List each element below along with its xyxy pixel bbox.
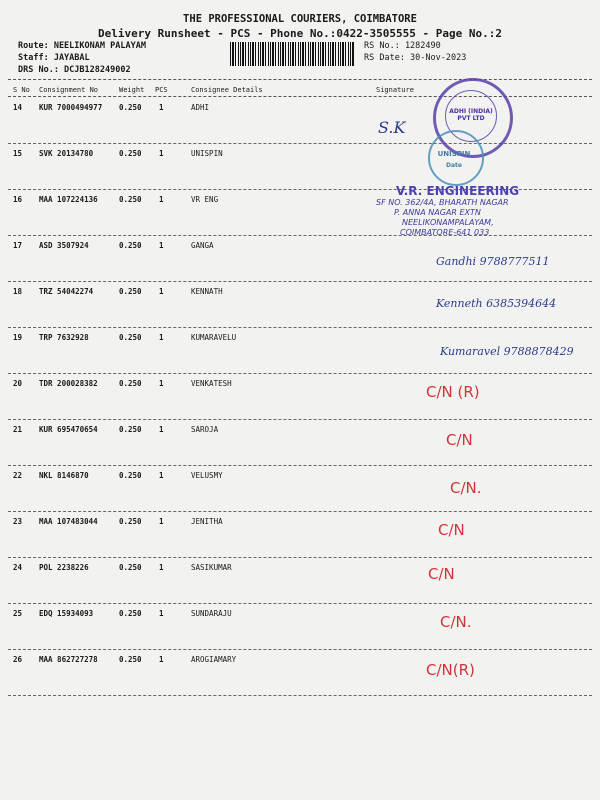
column-header-weight: Weight	[119, 86, 145, 94]
second-seal	[428, 130, 484, 186]
cell-weight: 0.250	[119, 149, 142, 158]
cell-pcs: 1	[159, 471, 164, 480]
row-separator	[8, 649, 592, 650]
cell-weight: 0.250	[119, 471, 142, 480]
cell-pcs: 1	[159, 655, 164, 664]
table-row	[0, 655, 600, 701]
signature-mark: C/N(R)	[426, 661, 475, 679]
cell-consignee: SAROJA	[191, 425, 219, 434]
cell-consignment: TDR 200028382	[39, 379, 98, 388]
cell-consignment: EDQ 15934093	[39, 609, 94, 618]
cell-weight: 0.250	[119, 195, 142, 204]
row-separator	[8, 373, 592, 374]
stamp-company-name: V.R. ENGINEERING	[396, 184, 520, 198]
cell-sno: 21	[13, 425, 23, 434]
stamp-address	[376, 198, 509, 238]
signature-mark: Kumaravel 9788878429	[440, 345, 574, 358]
table-row	[0, 241, 600, 287]
row-separator	[8, 143, 592, 144]
table-row	[0, 379, 600, 425]
signature-mark: C/N	[446, 431, 473, 449]
row-separator	[8, 465, 592, 466]
cell-consignee: KUMARAVELU	[191, 333, 237, 342]
signature-mark: C/N	[438, 521, 465, 539]
table-row	[0, 425, 600, 471]
row-separator	[8, 327, 592, 328]
column-header-consignment: Consignment No	[39, 86, 99, 94]
stamp-address-line1: SF NO. 362/4A, BHARATH NAGAR	[376, 198, 509, 207]
barcode	[230, 42, 355, 66]
cell-pcs: 1	[159, 333, 164, 342]
cell-pcs: 1	[159, 563, 164, 572]
cell-weight: 0.250	[119, 425, 142, 434]
cell-sno: 20	[13, 379, 23, 388]
cell-consignee: VR ENG	[191, 195, 219, 204]
signature-mark: Gandhi 9788777511	[436, 255, 550, 268]
row-separator	[8, 695, 592, 696]
cell-consignment: KUR 7000494977	[39, 103, 103, 112]
cell-sno: 19	[13, 333, 23, 342]
cell-pcs: 1	[159, 195, 164, 204]
cell-consignee: VENKATESH	[191, 379, 232, 388]
table-row	[0, 333, 600, 379]
cell-sno: 23	[13, 517, 23, 526]
cell-consignment: MAA 107483044	[39, 517, 98, 526]
cell-sno: 16	[13, 195, 23, 204]
cell-consignee: SASIKUMAR	[191, 563, 232, 572]
row-separator	[8, 511, 592, 512]
company-seal-text: ADHI (INDIA) PVT LTD	[449, 108, 493, 122]
row-separator	[8, 603, 592, 604]
staff-label: Staff: JAYABAL	[18, 53, 90, 63]
cell-pcs: 1	[159, 287, 164, 296]
cell-consignee: KENNATH	[191, 287, 223, 296]
cell-pcs: 1	[159, 241, 164, 250]
cell-consignee: UNISPIN	[191, 149, 223, 158]
table-row	[0, 563, 600, 609]
cell-pcs: 1	[159, 103, 164, 112]
rs-number: RS No.: 1282490	[364, 41, 441, 51]
cell-weight: 0.250	[119, 517, 142, 526]
cell-consignment: SVK 20134780	[39, 149, 94, 158]
signature-mark: C/N	[428, 565, 455, 583]
cell-consignment: MAA 107224136	[39, 195, 98, 204]
stamp-address-line4: COIMBATORE-641 033	[400, 228, 490, 237]
cell-weight: 0.250	[119, 333, 142, 342]
cell-sno: 26	[13, 655, 23, 664]
second-seal-date: Date	[446, 162, 462, 169]
column-header-signature: Signature	[376, 86, 414, 94]
table-row	[0, 287, 600, 333]
signature-mark: C/N.	[450, 479, 482, 497]
table-row	[0, 195, 600, 241]
cell-pcs: 1	[159, 425, 164, 434]
document-subtitle: Delivery Runsheet - PCS - Phone No.:0422-3505555 - Page No.:2	[98, 27, 502, 40]
cell-sno: 18	[13, 287, 23, 296]
cell-pcs: 1	[159, 517, 164, 526]
signature-mark: C/N (R)	[426, 383, 480, 401]
row-separator	[8, 281, 592, 282]
column-header-sno: S No	[13, 86, 30, 94]
cell-consignee: ADHI	[191, 103, 210, 112]
table-row	[0, 517, 600, 563]
cell-pcs: 1	[159, 379, 164, 388]
cell-weight: 0.250	[119, 241, 142, 250]
cell-sno: 15	[13, 149, 23, 158]
header-divider-top	[8, 79, 592, 80]
cell-consignment: ASD 3507924	[39, 241, 89, 250]
cell-pcs: 1	[159, 149, 164, 158]
cell-consignee: VELUSMY	[191, 471, 223, 480]
cell-consignee: JENITHA	[191, 517, 223, 526]
row-separator	[8, 557, 592, 558]
second-seal-text: UNISPIN	[437, 150, 471, 158]
cell-consignment: TRP 7632928	[39, 333, 89, 342]
cell-consignee: AROGIAMARY	[191, 655, 237, 664]
cell-consignment: POL 2238226	[39, 563, 89, 572]
table-row	[0, 609, 600, 655]
signature-mark: Kenneth 6385394644	[436, 297, 557, 310]
cell-sno: 25	[13, 609, 23, 618]
cell-weight: 0.250	[119, 609, 142, 618]
drs-label: DRS No.: DCJB128249002	[18, 65, 131, 75]
cell-sno: 22	[13, 471, 23, 480]
route-label: Route: NEELIKONAM PALAYAM	[18, 41, 146, 51]
table-row	[0, 471, 600, 517]
stamp-address-line2: P. ANNA NAGAR EXTN	[394, 208, 481, 217]
cell-pcs: 1	[159, 609, 164, 618]
cell-weight: 0.250	[119, 103, 142, 112]
cell-consignee: SUNDARAJU	[191, 609, 232, 618]
row-separator	[8, 419, 592, 420]
stamp-address-line3: NEELIKONAMPALAYAM,	[402, 218, 494, 227]
column-header-consignee: Consignee Details	[191, 86, 263, 94]
cell-consignment: MAA 862727278	[39, 655, 98, 664]
cell-sno: 14	[13, 103, 23, 112]
cell-consignment: NKL 8146870	[39, 471, 89, 480]
document-title: THE PROFESSIONAL COURIERS, COIMBATORE	[183, 13, 417, 25]
cell-weight: 0.250	[119, 563, 142, 572]
cell-weight: 0.250	[119, 287, 142, 296]
rs-date: RS Date: 30-Nov-2023	[364, 53, 467, 63]
column-header-pcs: PCS	[155, 86, 168, 94]
cell-sno: 17	[13, 241, 23, 250]
signature-mark: C/N.	[440, 613, 472, 631]
cell-consignment: KUR 695470654	[39, 425, 98, 434]
cell-consignee: GANGA	[191, 241, 214, 250]
cell-weight: 0.250	[119, 379, 142, 388]
cell-consignment: TRZ 54042274	[39, 287, 94, 296]
initials-signature: S.K	[378, 118, 406, 137]
cell-weight: 0.250	[119, 655, 142, 664]
cell-sno: 24	[13, 563, 23, 572]
